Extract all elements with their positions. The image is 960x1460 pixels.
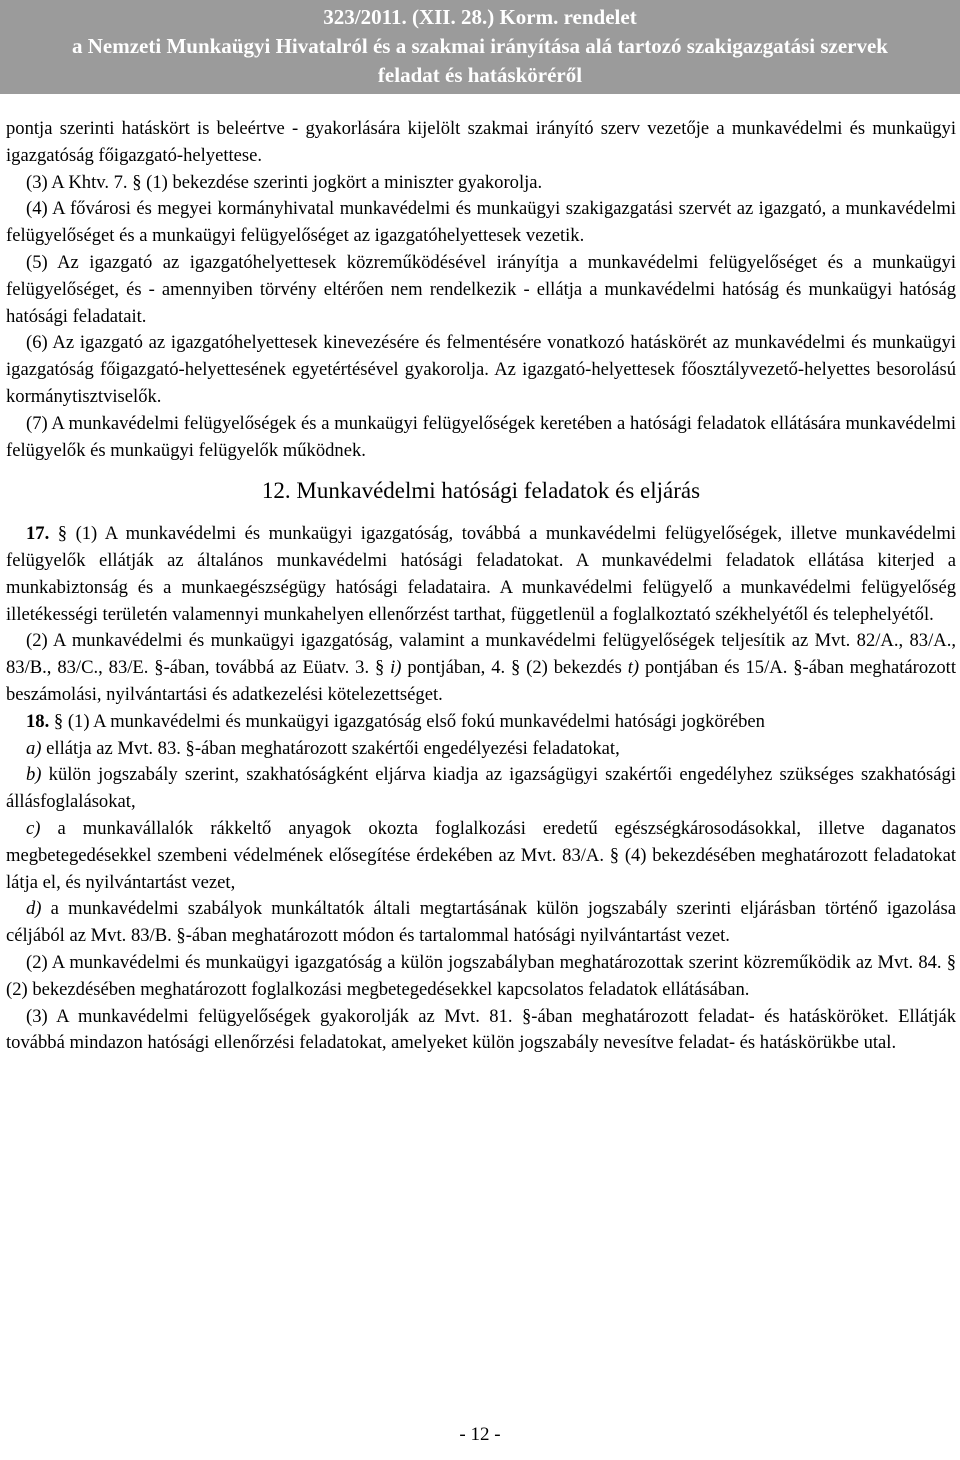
paragraph-section-17: 17. § (1) A munkavédelmi és munkaügyi igazgatóság, továbbá a munkavédelmi felügyelőségek, illetve munkavédelmi felügyelők ellátják az általános munkavédelmi hatósági feladatokat. A munkavédelmi feladatok ellátása kiterjed a munkabiztonság és a munkaegészségügy hatósági feladataira. A munkavédelmi felügyelő a munkavédelmi felügyelőség illetékességi területén valamennyi munkahelyen ellenőrzést tarthat, függetlenül a foglalkoztató székhelyétől és telephelyétől. (6, 523, 957, 625)
document-header (0, 0, 960, 94)
page-number: - 12 - (459, 1424, 501, 1445)
paragraph: (3) A Khtv. 7. § (1) bekezdése szerinti jogkört a miniszter gyakorolja. (26, 171, 543, 193)
paragraph: (3) A munkavédelmi felügyelőségek gyakorolják az Mvt. 81. §-ában meghatározott feladat- és hatásköröket. Ellátják továbbá mindazon hatósági ellenőrzési feladatokat, amelyeket külön jogszabály nevesítve feladat- és hatáskörükbe utal. (6, 1005, 956, 1054)
list-item: d) a munkavédelmi szabályok munkáltatók általi megtartásának külön jogszabály szerinti eljárásban történő igazolása céljából az Mvt. 83/B. §-ában meghatározott módon és tartalommal hatósági nyilvántartást vezet. (6, 898, 956, 947)
list-item: b) külön jogszabály szerint, szakhatóságként eljárva kiadja az igazságügyi szakértői engedélyhez szükséges szakhatósági állásfoglalásokat, (6, 764, 956, 813)
paragraph-section-18: 18. § (1) A munkavédelmi és munkaügyi igazgatóság első fokú munkavédelmi hatósági jogkörében (26, 710, 765, 732)
section-title: 12. Munkavédelmi hatósági feladatok és eljárás (261, 478, 701, 504)
paragraph: (6) Az igazgató az igazgatóhelyettesek kinevezésére és felmentésére vonatkozó hatáskörét az munkavédelmi és munkaügyi igazgatóság főigazgató-helyettesének egyetértésével gyakorolja. Az igazgató-helyettesek főosztályvezető-helyettes besorolású kormánytisztviselők. (6, 332, 956, 407)
list-item: c) a munkavállalók rákkeltő anyagok okozta foglalkozási eredetű egészségkárosodásokkal, illetve daganatos megbetegedésekkel szembeni védelmének elősegítése érdekében az Mvt. 83/A. § (4) bekezdésében meghatározott feladatokat látja el, és nyilvántartást vezet, (6, 817, 956, 893)
paragraph: (4) A fővárosi és megyei kormányhivatal munkavédelmi és munkaügyi szakigazgatási szervét az igazgató, a munkavédelmi felügyelőséget és a munkaügyi felügyelőséget az igazgatóhelyettesek vezetik. (6, 198, 956, 247)
header-decree-title: a Nemzeti Munkaügyi Hivatalról és a szakmai irányítása alá tartozó szakigazgatási szervek (72, 34, 888, 58)
paragraph: (7) A munkavédelmi felügyelőségek és a munkaügyi felügyelőségek keretében a hatósági feladatok ellátására munkavédelmi felügyelők és munkaügyi felügyelők működnek. (6, 412, 956, 461)
document-body (6, 116, 956, 1057)
section-number: 17. (26, 523, 50, 545)
paragraph: (2) A munkavédelmi és munkaügyi igazgatóság, valamint a munkavédelmi felügyelőségek teljesítik az Mvt. 82/A., 83/A., 83/B., 83/C., 83/E. §-ában, továbbá az Eüatv. 3. § i) pontjában, 4. § (2) bekezdés t) pontjában és 15/A. §-ában meghatározott beszámolási, nyilvántartási és adatkezelési kötelezettséget. (6, 630, 957, 705)
header-decree-subtitle: feladat és hatásköréről (377, 63, 583, 87)
header-decree-number: 323/2011. (XII. 28.) Korm. rendelet (323, 5, 637, 29)
paragraph: pontja szerinti hatáskört is beleértve - gyakorlására kijelölt szakmai irányító szerv vezetője a munkavédelmi és munkaügyi igazgatóság főigazgató-helyettese. (6, 118, 956, 166)
list-item: a) ellátja az Mvt. 83. §-ában meghatározott szakértői engedélyezési feladatokat, (26, 737, 620, 759)
paragraph: (2) A munkavédelmi és munkaügyi igazgatóság a külön jogszabályban meghatározottak szerint közreműködik az Mvt. 84. § (2) bekezdésében meghatározott foglalkozási megbetegedésekkel kapcsolatos feladatok ellátásában. (6, 951, 956, 1000)
paragraph: (5) Az igazgató az igazgatóhelyettesek közreműködésével irányítja a munkavédelmi felügyelőséget és a munkaügyi felügyelőséget, és - amennyiben törvény eltérően nem rendelkezik - ellátja a munkavédelmi hatóság és munkaügyi hatóság hatósági feladatait. (6, 251, 956, 327)
section-number: 18. (26, 710, 50, 732)
